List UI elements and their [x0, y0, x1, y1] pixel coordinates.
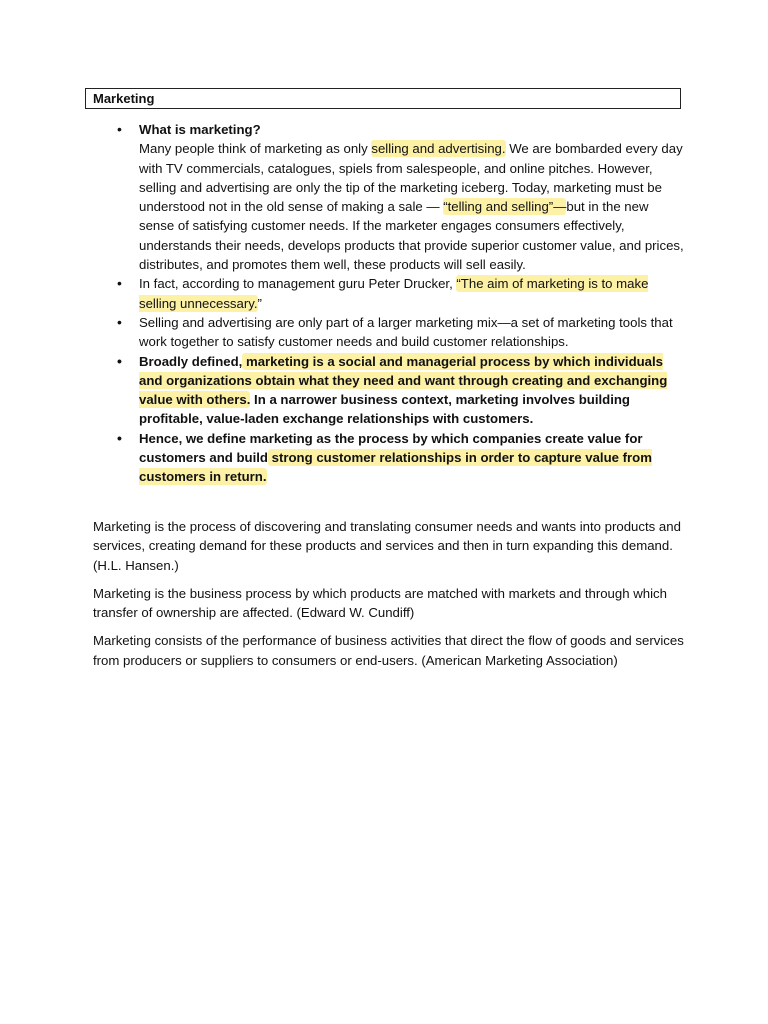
definition-ama: Marketing consists of the performance of business activities that direct the flow of goods and services from producers or suppliers to consumers or end-users. (American Marketing Association) — [93, 633, 684, 668]
bullet-what-is-marketing — [139, 120, 687, 274]
bullet-list — [139, 120, 687, 487]
bullet-text: Many people think of marketing as only — [139, 141, 372, 157]
highlighted-text: “The aim of marketing is to make selling unnecessary. — [139, 276, 649, 311]
bullet-marketing-mix — [139, 313, 687, 352]
section-title: Marketing — [85, 88, 681, 109]
bullet-text: Selling and advertising are only part of a larger marketing mix—a set of marketing tools that work together to satisfy customer needs and build customer relationships. — [139, 314, 673, 350]
highlighted-text: strong customer relationships in order to capture value from customers in return. — [139, 450, 652, 485]
bullet-text: In a narrower business context, marketing involves building profitable, value-laden exchange relationships with customers. — [139, 392, 630, 427]
bullet-broad-definition — [139, 352, 687, 429]
bullet-hence-definition — [139, 429, 687, 487]
highlighted-text: marketing is a social and managerial process by which individuals and organizations obtain what they need and want through creating and exchanging value with others. — [139, 353, 668, 408]
definition-cundiff: Marketing is the business process by which products are matched with markets and through which transfer of ownership are affected. (Edward W. Cundiff) — [93, 585, 667, 621]
bullet-text: In fact, according to management guru Peter Drucker, — [139, 276, 457, 292]
highlighted-text: “telling and selling”— — [443, 199, 567, 215]
bullet-text: We are bombarded every day with TV commercials, catalogues, spiels from salespeople, and online pitches. However, selling and advertising are only the tip of the marketing iceberg. Today, marketing must be understood not in the old sense of making a sale — — [139, 141, 683, 215]
bullet-heading: What is marketing? — [139, 122, 261, 137]
definitions-section — [93, 517, 687, 679]
highlighted-text: selling and advertising. — [371, 141, 506, 157]
bullet-text: but in the new sense of satisfying customer needs. If the marketer engages consumers effectively, understands their needs, develops products that provide superior customer value, and prices, distributes, and promotes them well, these products will sell easily. — [139, 199, 684, 273]
definition-hansen: Marketing is the process of discovering and translating consumer needs and wants into products and services, creating demand for these products and services and then in turn expanding this demand. (H.L. Hansen.) — [93, 519, 681, 573]
bullet-drucker-quote — [139, 274, 687, 313]
bullet-text: Broadly defined, — [139, 353, 243, 369]
bullet-text: ” — [257, 295, 262, 311]
bullet-text: Hence, we define marketing as the process by which companies create value for customers and build — [139, 430, 643, 466]
